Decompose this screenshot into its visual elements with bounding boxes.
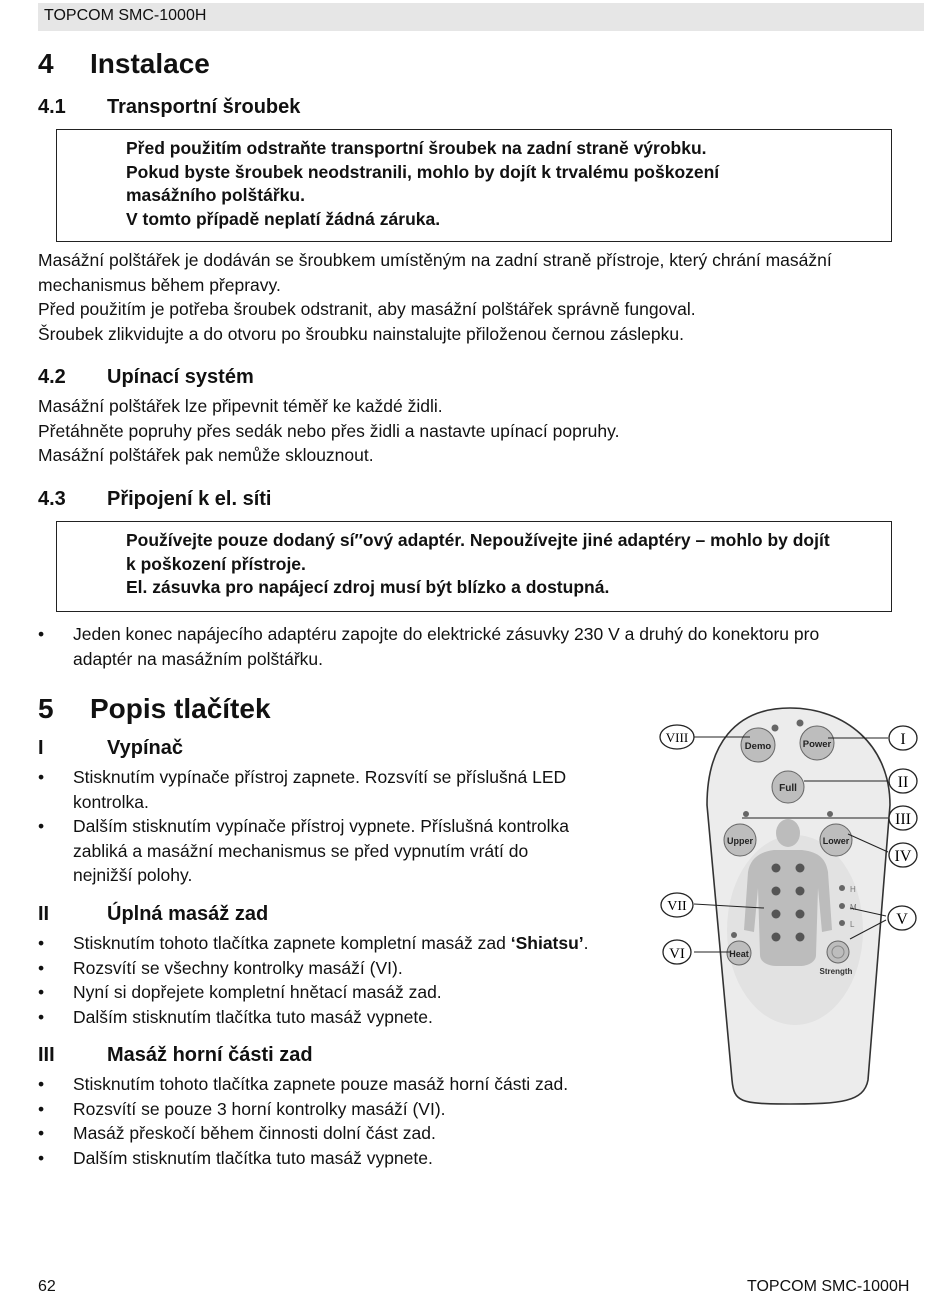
subsection-title: Připojení k el. síti	[107, 488, 272, 510]
callout-label: VIII	[665, 730, 689, 745]
callout-label: II	[897, 774, 909, 791]
list-item: • Dalším stisknutím vypínače přístroj vypnete. Příslušná kontrolka zabliká a masážní mechanismus se před vypnutím vrátí do nejnižší polohy.	[38, 814, 638, 888]
level-m-label: M	[850, 903, 857, 912]
callout-vi	[663, 940, 691, 964]
list-item-text: Rozsvítí se pouze 3 horní kontrolky masáží (VI).	[73, 1098, 446, 1119]
section-number: 4	[38, 48, 54, 79]
callout-ii	[889, 769, 917, 793]
subsection-4-3-heading	[38, 488, 438, 514]
list-item-line: kontrolka.	[73, 791, 149, 812]
power-button[interactable]	[800, 726, 834, 760]
warning-line: Používejte pouze dodaný sí″ový adaptér. Nepoužívejte jiné adaptéry – mohlo by dojít	[126, 530, 830, 550]
list-item: • Dalším stisknutím tlačítka tuto masáž vypnete.	[38, 1006, 433, 1027]
demo-led-icon	[772, 725, 779, 732]
subsection-4-2-heading	[38, 366, 438, 392]
paragraph-line: Šroubek zlikvidujte a do otvoru po šroubku nainstalujte přiloženou černou záslepku.	[38, 323, 684, 344]
list-item-text: .	[583, 933, 589, 953]
section-title: Popis tlačítek	[90, 693, 271, 724]
subsection-title: Transportní šroubek	[107, 96, 301, 118]
remote-control-diagram	[650, 700, 930, 1115]
section-4-heading	[38, 48, 438, 82]
subsection-number: 4.2	[38, 366, 66, 388]
list-item: • Stisknutím tohoto tlačítka zapnete kompletní masáž zad ‘Shiatsu’.	[38, 933, 589, 953]
paragraph-line: Masážní polštářek lze připevnit téměř ke každé židli.	[38, 396, 443, 416]
callout-label: VII	[667, 899, 687, 914]
upper-button-label: Upper	[726, 836, 754, 846]
warning-line: Před použitím odstraňte transportní šroubek na zadní straně výrobku.	[126, 138, 707, 158]
subsection-I-heading	[38, 737, 438, 763]
full-button-label: Full	[779, 783, 797, 794]
heat-button-label: Heat	[729, 949, 749, 959]
section-number: 5	[38, 693, 54, 724]
power-led-icon	[797, 720, 804, 727]
list-item: • Nyní si dopřejete kompletní hnětací masáž zad.	[38, 982, 442, 1002]
bullet-list-power	[38, 622, 928, 671]
upper-button[interactable]	[724, 824, 756, 856]
level-h-label: H	[850, 885, 856, 894]
lower-button[interactable]	[820, 824, 852, 856]
subsection-number: II	[38, 903, 50, 925]
warning-line: masážního polštářku.	[126, 185, 305, 205]
paragraph-line: Masážní polštářek pak nemůže sklouznout.	[38, 445, 374, 465]
paragraph-line: Před použitím je potřeba šroubek odstranit, aby masážní polštářek správně fungoval.	[38, 299, 696, 319]
warning-line: k poškození přístroje.	[126, 553, 306, 574]
strength-label: Strength	[819, 967, 853, 976]
bullet-list-power-switch	[38, 765, 638, 888]
list-item: • Masáž přeskočí během činnosti dolní část zad.	[38, 1123, 436, 1143]
lower-button-label: Lower	[822, 836, 850, 846]
full-button[interactable]	[772, 771, 804, 803]
callout-label: IV	[894, 848, 912, 865]
section-5-heading	[38, 693, 438, 727]
list-item-text: Masáž přeskočí během činnosti dolní část zad.	[73, 1123, 436, 1143]
list-item-text: Dalším stisknutím tlačítka tuto masáž vypnete.	[73, 1147, 433, 1168]
warning-line: El. zásuvka pro napájecí zdroj musí být blízko a dostupná.	[126, 577, 610, 597]
heat-led-icon	[731, 932, 737, 938]
list-item: • Stisknutím vypínače přístroj zapnete. Rozsvítí se příslušná LED kontrolka.	[38, 765, 638, 814]
list-item: • Dalším stisknutím tlačítka tuto masáž vypnete.	[38, 1147, 433, 1168]
callout-label: V	[896, 911, 908, 928]
subsection-title: Vypínač	[107, 737, 183, 759]
page-number: 62	[38, 1278, 56, 1295]
list-item-line: nejnižší polohy.	[73, 865, 193, 885]
list-item-line: adaptér na masážním polštářku.	[73, 648, 323, 669]
heat-button[interactable]	[727, 941, 751, 965]
callout-label: VI	[669, 946, 685, 962]
list-item-text: Stisknutím tohoto tlačítka zapnete pouze masáž horní části zad.	[73, 1074, 569, 1094]
list-item-text: Nyní si dopřejete kompletní hnětací masáž zad.	[73, 982, 442, 1002]
subsection-title: Úplná masáž zad	[107, 903, 269, 925]
paragraph-line: Masážní polštářek je dodáván se šroubkem umístěným na zadní straně přístroje, který chrání masážní	[38, 250, 832, 270]
section-title: Instalace	[90, 48, 210, 79]
demo-button-label: Demo	[744, 741, 772, 752]
list-item: • Jeden konec napájecího adaptéru zapojte do elektrické zásuvky 230 V a druhý do konektoru pro adaptér na masážním polštářku.	[38, 622, 928, 671]
list-item-line: Jeden konec napájecího adaptéru zapojte do elektrické zásuvky 230 V a druhý do konektoru pro	[73, 624, 820, 644]
level-l-label: L	[850, 920, 855, 929]
paragraph-strap-system	[38, 394, 928, 468]
demo-button[interactable]	[741, 728, 775, 762]
list-item: • Rozsvítí se všechny kontrolky masáží (VI).	[38, 957, 403, 978]
list-item-emphasis: ‘Shiatsu’	[510, 933, 584, 953]
list-item-text: Rozsvítí se všechny kontrolky masáží (VI).	[73, 957, 403, 978]
lower-led-icon	[827, 811, 833, 817]
warning-line: V tomto případě neplatí žádná záruka.	[126, 208, 441, 229]
callout-iv	[889, 843, 917, 867]
callout-i	[889, 726, 917, 750]
power-button-label: Power	[802, 739, 832, 750]
subsection-number: I	[38, 737, 44, 759]
upper-led-icon	[743, 811, 749, 817]
callout-label: III	[895, 811, 911, 828]
list-item: • Rozsvítí se pouze 3 horní kontrolky masáží (VI).	[38, 1098, 446, 1119]
callout-vii	[661, 893, 693, 917]
subsection-number: 4.1	[38, 96, 66, 118]
bullet-list-full-massage	[38, 931, 648, 1029]
callout-v	[888, 906, 916, 930]
warning-line: Pokud byste šroubek neodstranili, mohlo by dojít k trvalému poškození	[126, 161, 720, 182]
paragraph-line: Přetáhněte popruhy přes sedák nebo přes židli a nastavte upínací popruhy.	[38, 420, 620, 441]
callout-iii	[889, 806, 917, 830]
callout-label: I	[900, 731, 906, 748]
subsection-4-1-heading	[38, 96, 438, 122]
paragraph-line: mechanismus během přepravy.	[38, 274, 281, 295]
subsection-number: III	[38, 1044, 55, 1066]
bullet-list-upper-massage	[38, 1072, 658, 1170]
subsection-III-heading	[38, 1044, 438, 1070]
list-item-text: Dalším stisknutím tlačítka tuto masáž vypnete.	[73, 1006, 433, 1027]
subsection-II-heading	[38, 903, 438, 929]
list-item-line: Dalším stisknutím vypínače přístroj vypnete. Příslušná kontrolka	[73, 816, 570, 836]
warning-box-transport-screw	[56, 129, 892, 242]
list-item-line: zabliká a masážní mechanismus se před vypnutím vrátí do	[73, 840, 529, 861]
page-header-title: TOPCOM SMC-1000H	[44, 7, 207, 24]
list-item-text: Stisknutím tohoto tlačítka zapnete kompletní masáž zad	[73, 933, 511, 953]
warning-box-power-adapter	[56, 521, 892, 612]
strength-button[interactable]	[827, 941, 849, 963]
list-item-line: Stisknutím vypínače přístroj zapnete. Rozsvítí se příslušná LED	[73, 767, 567, 787]
callout-viii	[660, 725, 694, 749]
paragraph-transport-screw	[38, 248, 928, 346]
footer-brand: TOPCOM SMC-1000H	[747, 1278, 910, 1295]
subsection-title: Upínací systém	[107, 366, 254, 388]
list-item: • Stisknutím tohoto tlačítka zapnete pouze masáž horní části zad.	[38, 1074, 569, 1094]
subsection-number: 4.3	[38, 488, 66, 510]
subsection-title: Masáž horní části zad	[107, 1044, 313, 1066]
